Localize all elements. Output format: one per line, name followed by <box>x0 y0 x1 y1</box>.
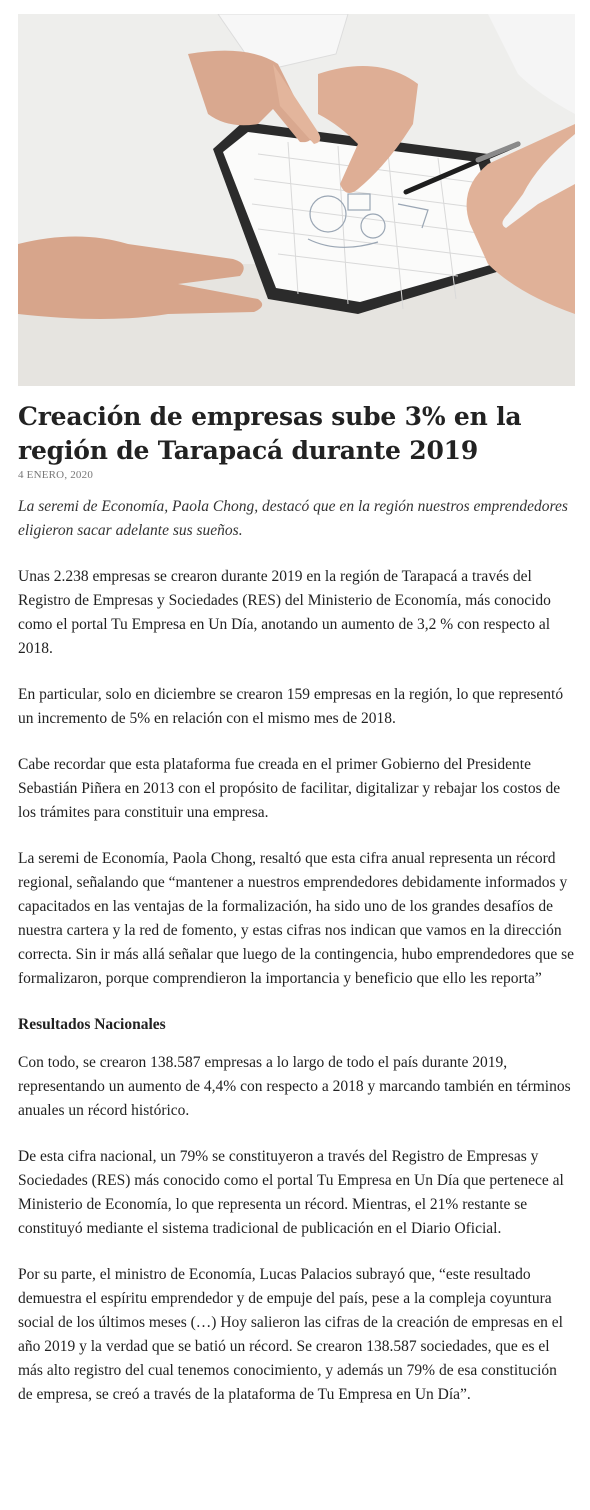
section-heading: Resultados Nacionales <box>18 1016 166 1033</box>
paragraph: La seremi de Economía, Paola Chong, resaltó que esta cifra anual representa un récord regional, señalando que “mantener a nuestros emprendedores debidamente informados y capacitados en las ventajas de la formalización, ha sido uno de los grandes desafíos de nuestra cartera y la red de fomento, y estas cifras nos indican que vamos en la dirección correcta. Sin ir más allá señalar que luego de la contingencia, hubo emprendedores que se formalizaron, porque comprendieron la importancia y beneficio que ello les reporta” <box>18 850 575 987</box>
hero-image <box>18 14 575 386</box>
paragraph: Por su parte, el ministro de Economía, Lucas Palacios subrayó que, “este resultado demuestra el espíritu emprendedor y de empuje del país, pese a la compleja coyuntura social de los últimos meses (…) Hoy salieron las cifras de la creación de empresas en el año 2019 y la verdad que se batió un récord. Se crearon 138.587 sociedades, que es el más alto registro del cual tenemos conocimiento, y además un 79% de esa constitución de empresa, se creó a través de la plataforma de Tu Empresa en Un Día”. <box>18 1266 563 1403</box>
hero-illustration <box>18 14 575 386</box>
paragraph: En particular, solo en diciembre se crearon 159 empresas en la región, lo que representó un incremento de 5% en relación con el mismo mes de 2018. <box>18 686 564 727</box>
article-lead: La seremi de Economía, Paola Chong, destacó que en la región nuestros emprendedores eligieron sacar adelante sus sueños. <box>18 498 568 539</box>
paragraph: Cabe recordar que esta plataforma fue creada en el primer Gobierno del Presidente Sebastián Piñera en 2013 con el propósito de facilitar, digitalizar y rebajar los costos de los trámites para constituir una empresa. <box>18 756 561 821</box>
paragraph: Con todo, se crearon 138.587 empresas a lo largo de todo el país durante 2019, representando un aumento de 4,4% con respecto a 2018 y marcando también en términos anuales un récord histórico. <box>18 1054 571 1119</box>
article-title: Creación de empresas sube 3% en la región de Tarapacá durante 2019 <box>18 402 522 465</box>
paragraph: Unas 2.238 empresas se crearon durante 2019 en la región de Tarapacá a través del Registro de Empresas y Sociedades (RES) del Ministerio de Economía, más conocido como el portal Tu Empresa en Un Día, anotando un aumento de 3,2 % con respecto al 2018. <box>18 568 551 657</box>
paragraph: De esta cifra nacional, un 79% se constituyeron a través del Registro de Empresas y Sociedades (RES) más conocido como el portal Tu Empresa en Un Día que pertenece al Ministerio de Economía, lo que representa un récord. Mientras, el 21% restante se constituyó mediante el sistema tradicional de publicación en el Diario Oficial. <box>18 1148 564 1237</box>
publish-date: 4 ENERO, 2020 <box>18 469 94 481</box>
article <box>18 14 575 1407</box>
